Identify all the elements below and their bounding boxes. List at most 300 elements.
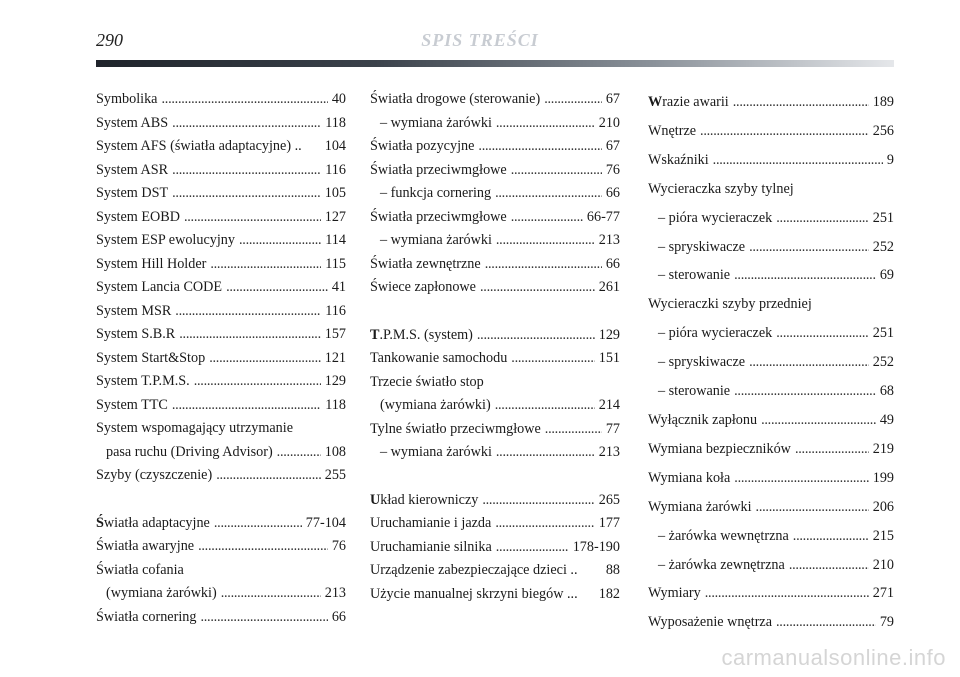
index-entry[interactable] [96, 112, 346, 136]
index-entry-text: razie awarii [662, 94, 729, 110]
index-entry-page: 76 [605, 161, 620, 178]
dot-leader [214, 512, 302, 536]
index-entry-label [96, 159, 168, 183]
index-entry-text: – wymiana żarówki [380, 114, 492, 131]
index-entry-page: 66 [331, 608, 346, 625]
index-entry-label [370, 88, 540, 112]
dot-leader [776, 608, 876, 637]
index-entry-label [658, 551, 785, 580]
index-entry-label [658, 261, 730, 290]
index-column-3 [648, 88, 894, 637]
index-entry[interactable] [96, 182, 346, 206]
index-entry-text: Symbolika [96, 91, 158, 107]
index-entry-label [96, 182, 168, 206]
index-entry-text: Wymiana żarówki [648, 498, 752, 515]
index-entry[interactable] [96, 253, 346, 277]
index-entry-label [96, 464, 212, 488]
dot-leader [795, 435, 869, 464]
index-entry[interactable] [648, 146, 894, 175]
section-initial: Ś [96, 514, 104, 531]
index-entry-label [96, 323, 175, 347]
index-entry-page: 271 [872, 585, 894, 602]
index-entry[interactable] [96, 417, 346, 441]
index-entry[interactable] [370, 112, 620, 136]
index-entry-page: 252 [872, 354, 894, 371]
index-entry-text: Świece zapłonowe [370, 279, 476, 295]
index-entry-page: 9 [886, 151, 894, 168]
index-entry-label [96, 417, 293, 441]
index-entry-label [658, 319, 772, 348]
index-entry-label [370, 559, 578, 583]
index-entry[interactable] [96, 300, 346, 324]
index-entry[interactable] [648, 261, 894, 290]
index-entry[interactable] [648, 290, 894, 319]
index-entry-text: pasa ruchu (Driving Advisor) [106, 443, 273, 460]
index-entry-page: 115 [325, 255, 346, 272]
dot-leader [477, 324, 595, 348]
index-entry-page: 116 [325, 302, 346, 319]
index-entry[interactable] [96, 323, 346, 347]
dot-leader [496, 441, 595, 465]
index-entry-text: kład kierowniczy [380, 491, 479, 508]
dot-leader [210, 253, 321, 277]
index-entry-text: Szyby (czyszczenie) [96, 467, 213, 483]
dot-leader [194, 370, 321, 394]
index-entry-text: System AFS (światła adaptacyjne) .. [96, 138, 302, 154]
index-entry-text: System T.P.M.S. [96, 373, 190, 389]
index-entry[interactable] [370, 559, 620, 583]
index-entry[interactable] [648, 579, 894, 608]
index-entry-text: Światła cornering [96, 608, 197, 625]
index-entry[interactable] [96, 464, 346, 488]
index-entry-page: 88 [605, 562, 620, 578]
index-entry-label [648, 175, 794, 204]
index-entry-label [370, 371, 484, 395]
index-entry-page: 151 [598, 350, 620, 366]
index-entry-label [96, 512, 210, 536]
index-entry-label [648, 435, 791, 464]
index-entry[interactable] [370, 182, 620, 206]
index-entry-page: 256 [872, 122, 894, 139]
index-entry-page: 41 [331, 279, 346, 295]
index-entry[interactable] [96, 559, 346, 583]
index-entry-page: 213 [598, 444, 620, 460]
index-column-1 [96, 88, 346, 629]
dot-leader [179, 323, 320, 347]
index-entry[interactable] [648, 435, 894, 464]
dot-leader [200, 606, 327, 630]
index-entry-text: System wspomagający utrzymanie [96, 420, 293, 436]
index-entry-text: Wymiana bezpieczników [648, 440, 791, 457]
index-entry-page: 66 [605, 185, 620, 201]
index-entry[interactable] [648, 88, 894, 117]
index-entry-label [96, 535, 194, 559]
index-entry[interactable] [370, 276, 620, 300]
index-entry-text: – pióra wycieraczek [658, 209, 773, 226]
index-entry[interactable] [370, 253, 620, 277]
index-entry-text: Tylne światło przeciwmgłowe [370, 420, 541, 437]
index-entry-page: 251 [872, 209, 894, 226]
index-entry-text: Uruchamianie silnika [370, 538, 492, 555]
index-entry-text: – funkcja cornering [380, 185, 492, 201]
index-entry-label [96, 394, 168, 418]
dot-leader [172, 159, 321, 183]
index-entry-label [106, 582, 217, 606]
index-entry-page: 77 [605, 420, 620, 437]
index-entry-text: Wymiana koła [648, 469, 731, 486]
index-entry[interactable] [370, 229, 620, 253]
dot-leader [734, 464, 868, 493]
dot-leader [482, 489, 594, 513]
dot-leader [511, 206, 583, 230]
dot-leader [175, 300, 321, 324]
index-entry[interactable] [96, 229, 346, 253]
index-entry-text: Światła cofania [96, 561, 184, 578]
dot-leader [545, 418, 602, 442]
dot-leader [172, 112, 321, 136]
index-entry-text: System Hill Holder [96, 255, 207, 272]
index-entry-text: System EOBD [96, 208, 180, 225]
dot-leader [705, 579, 869, 608]
index-entry-text: – pióra wycieraczek [658, 325, 773, 342]
index-entry-text: Wyposażenie wnętrza [648, 614, 773, 631]
index-entry-label [96, 370, 190, 394]
index-entry-label [370, 159, 507, 183]
index-entry-label [648, 146, 709, 175]
index-entry[interactable] [96, 394, 346, 418]
index-entry[interactable] [96, 347, 346, 371]
page-number: 290 [96, 30, 123, 50]
index-entry-label [370, 276, 476, 300]
index-entry-text: – żarówka wewnętrzna [658, 527, 789, 544]
dot-leader [496, 536, 569, 560]
index-entry-label [648, 290, 812, 319]
index-entry-text: Światła awaryjne [96, 538, 195, 554]
index-entry-label [96, 229, 235, 253]
index-entry-page: 104 [324, 138, 346, 154]
index-entry-page: 157 [324, 326, 346, 342]
dot-leader [511, 347, 594, 371]
dot-leader [478, 135, 601, 159]
section-initial: W [648, 94, 663, 110]
dot-leader [172, 394, 321, 418]
dot-leader [184, 206, 321, 230]
dot-leader [239, 229, 321, 253]
index-entry-page: 265 [598, 491, 620, 508]
index-entry[interactable] [96, 159, 346, 183]
index-entry-text: System TTC [96, 396, 168, 413]
dot-leader [277, 441, 321, 465]
index-entry-text: – spryskiwacze [658, 354, 746, 371]
index-entry-label [370, 489, 478, 513]
index-entry-label [96, 88, 157, 112]
index-entry[interactable] [96, 88, 346, 112]
dot-leader [793, 522, 869, 551]
index-entry-page: 105 [324, 185, 346, 201]
index-entry-page: 255 [324, 467, 346, 483]
index-entry-page: 199 [872, 469, 894, 486]
index-entry-page: 177 [598, 515, 620, 531]
dot-leader [226, 276, 328, 300]
index-entry-page: 67 [605, 91, 620, 107]
index-entry[interactable] [370, 512, 620, 536]
index-entry-label [648, 406, 757, 435]
index-entry-text: Trzecie światło stop [370, 373, 484, 390]
dot-leader [756, 493, 869, 522]
index-entry-page: 178-190 [572, 538, 620, 555]
dot-leader [776, 204, 868, 233]
index-entry-page: 252 [872, 238, 894, 255]
index-entry-label [380, 229, 492, 253]
index-entry[interactable] [370, 489, 620, 513]
dot-leader [713, 146, 883, 175]
index-entry-text: Użycie manualnej skrzyni biegów ... [370, 585, 578, 602]
index-entry-page: 182 [598, 585, 620, 602]
dot-leader [789, 551, 869, 580]
index-entry-page: 210 [872, 556, 894, 573]
index-entry-page: 118 [325, 396, 346, 413]
dot-leader [511, 159, 602, 183]
index-entry-text: Światła pozycyjne [370, 138, 475, 154]
index-entry-label [380, 182, 491, 206]
index-entry[interactable] [96, 535, 346, 559]
index-entry-label [658, 377, 730, 406]
index-entry-page: 66 [605, 255, 620, 272]
index-entry-page: 116 [325, 161, 346, 178]
index-entry-page: 108 [324, 443, 346, 460]
index-entry-label [96, 135, 302, 159]
index-entry-page: 118 [325, 114, 346, 131]
index-entry-label [370, 324, 473, 348]
index-entry-page: 114 [325, 232, 346, 248]
index-entry-label [658, 204, 772, 233]
index-entry-label [106, 441, 273, 465]
index-entry[interactable] [96, 441, 346, 465]
index-entry[interactable] [370, 347, 620, 371]
index-entry-label [96, 112, 168, 136]
section-initial: T [370, 326, 380, 343]
index-entry-page: 129 [598, 326, 620, 343]
index-entry[interactable] [370, 88, 620, 112]
index-entry-label [648, 464, 730, 493]
index-entry-label [380, 112, 492, 136]
index-entry-page: 129 [324, 373, 346, 389]
index-entry-page: 210 [598, 114, 620, 131]
index-entry-text: System ESP ewolucyjny [96, 232, 235, 248]
index-entry[interactable] [370, 441, 620, 465]
index-entry-text: System Start&Stop [96, 349, 206, 366]
index-entry-text: System ASR [96, 161, 169, 178]
index-entry-page: 261 [598, 279, 620, 295]
index-entry-text: .P.M.S. (system) [379, 326, 473, 343]
index-entry[interactable] [648, 608, 894, 637]
index-entry-text: Wymiary [648, 585, 701, 602]
index-entry[interactable] [370, 418, 620, 442]
index-entry[interactable] [648, 348, 894, 377]
index-entry[interactable] [96, 370, 346, 394]
index-entry-page: 214 [598, 397, 620, 413]
index-entry-text: System Lancia CODE [96, 279, 223, 295]
index-entry-text: Wycieraczki szyby przedniej [648, 296, 812, 313]
index-entry-page: 189 [872, 94, 894, 110]
index-entry-label [648, 579, 701, 608]
index-entry[interactable] [370, 206, 620, 230]
index-entry[interactable] [370, 536, 620, 560]
section-gap [96, 488, 346, 512]
index-entry-text: Tankowanie samochodu [370, 350, 508, 366]
index-entry[interactable] [648, 117, 894, 146]
index-entry[interactable] [370, 583, 620, 607]
index-entry-label [96, 347, 205, 371]
index-entry-label [96, 206, 180, 230]
index-entry[interactable] [96, 606, 346, 630]
index-entry-label [658, 348, 745, 377]
index-entry-page: 69 [879, 267, 894, 284]
index-entry-page: 76 [331, 538, 346, 554]
index-entry-text: Wycieraczka szyby tylnej [648, 180, 794, 197]
dot-leader [733, 88, 869, 117]
section-initial: U [370, 491, 381, 508]
index-column-2 [370, 88, 620, 606]
index-entry-label [658, 522, 789, 551]
page-title: SPIS TREŚCI [421, 30, 539, 50]
index-entry-label [96, 300, 171, 324]
dot-leader [544, 88, 602, 112]
index-entry[interactable] [648, 175, 894, 204]
index-entry-text: Wyłącznik zapłonu [648, 411, 758, 428]
index-entry-page: 79 [879, 614, 894, 631]
index-entry-page: 68 [879, 383, 894, 400]
index-entry-text: (wymiana żarówki) [380, 397, 491, 413]
index-entry-text: Wskaźniki [648, 151, 709, 168]
dot-leader [221, 582, 321, 606]
section-gap [370, 300, 620, 324]
index-entry[interactable] [648, 204, 894, 233]
index-entry-label [370, 536, 492, 560]
index-entry-label [370, 206, 507, 230]
index-entry-page: 49 [879, 411, 894, 428]
dot-leader [496, 112, 595, 136]
index-entry-page: 213 [598, 232, 620, 248]
index-entry-text: System ABS [96, 114, 169, 131]
index-entry-label [658, 233, 745, 262]
watermark: carmanualsonline.info [721, 645, 946, 670]
index-entry-text: – żarówka zewnętrzna [658, 556, 785, 573]
index-entry[interactable] [96, 276, 346, 300]
index-entry[interactable] [648, 233, 894, 262]
index-entry-text: Wnętrze [648, 122, 697, 139]
index-entry-text: – sterowanie [658, 267, 731, 284]
dot-leader [161, 88, 327, 112]
index-entry-text: wiatła adaptacyjne [103, 514, 210, 531]
index-entry-text: Urządzenie zabezpieczające dzieci .. [370, 562, 578, 578]
dot-leader [749, 233, 869, 262]
index-entry[interactable] [370, 394, 620, 418]
index-entry-label [648, 608, 772, 637]
dot-leader [734, 261, 876, 290]
index-entry-label [648, 493, 752, 522]
dot-leader [209, 347, 321, 371]
dot-leader [480, 276, 595, 300]
dot-leader [734, 377, 876, 406]
index-entry-page: 67 [605, 138, 620, 154]
index-entry-text: – spryskiwacze [658, 238, 746, 255]
index-entry-label [648, 117, 696, 146]
index-entry-text: Światła zewnętrzne [370, 255, 481, 272]
index-entry[interactable] [370, 159, 620, 183]
index-entry-text: – wymiana żarówki [380, 444, 492, 460]
dot-leader [495, 182, 602, 206]
index-entry-page: 127 [324, 208, 346, 225]
index-entry-text: – wymiana żarówki [380, 232, 492, 248]
dot-leader [776, 319, 868, 348]
index-entry-text: Światła przeciwmgłowe [370, 208, 507, 225]
index-entry-page: 206 [872, 498, 894, 515]
index-entry[interactable] [648, 551, 894, 580]
index-entry[interactable] [648, 319, 894, 348]
dot-leader [749, 348, 869, 377]
index-entry-label [96, 606, 196, 630]
dot-leader [172, 182, 321, 206]
index-entry-page: 66-77 [586, 208, 620, 225]
index-entry-label [648, 88, 729, 117]
section-gap [370, 465, 620, 489]
index-entry-text: Światła przeciwmgłowe [370, 161, 507, 178]
dot-leader [495, 394, 595, 418]
index-entry-page: 251 [872, 325, 894, 342]
index-entry-text: Światła drogowe (sterowanie) [370, 91, 541, 107]
index-entry[interactable] [96, 582, 346, 606]
index-entry[interactable] [370, 324, 620, 348]
index-entry-page: 215 [872, 527, 894, 544]
index-entry-label [370, 347, 507, 371]
index-entry-page: 213 [324, 585, 346, 601]
index-entry[interactable] [370, 135, 620, 159]
index-entry-text: System MSR [96, 302, 172, 319]
header-rule [96, 60, 894, 67]
index-entry[interactable] [648, 493, 894, 522]
dot-leader [485, 253, 602, 277]
dot-leader [198, 535, 328, 559]
index-entry-label [96, 253, 206, 277]
index-entry-text: System S.B.R [96, 326, 176, 342]
index-entry-label [380, 441, 492, 465]
index-entry[interactable] [96, 512, 346, 536]
index-entry-page: 219 [872, 440, 894, 457]
index-entry-page: 121 [324, 349, 346, 366]
index-entry-text: (wymiana żarówki) [106, 585, 217, 601]
index-entry[interactable] [648, 522, 894, 551]
index-entry[interactable] [648, 406, 894, 435]
index-entry[interactable] [648, 377, 894, 406]
dot-leader [700, 117, 869, 146]
dot-leader [761, 406, 876, 435]
index-entry-page: 40 [331, 91, 346, 107]
index-entry[interactable] [370, 371, 620, 395]
index-entry-text: System DST [96, 185, 169, 201]
index-entry-text: – sterowanie [658, 383, 731, 400]
index-entry[interactable] [96, 206, 346, 230]
dot-leader [216, 464, 321, 488]
index-entry-label [96, 276, 222, 300]
dot-leader [496, 229, 595, 253]
index-entry[interactable] [96, 135, 346, 159]
index-entry-label [96, 559, 184, 583]
index-entry-label [380, 394, 491, 418]
index-entry[interactable] [648, 464, 894, 493]
index-entry-text: Uruchamianie i jazda [370, 515, 492, 531]
index-entry-label [370, 512, 491, 536]
